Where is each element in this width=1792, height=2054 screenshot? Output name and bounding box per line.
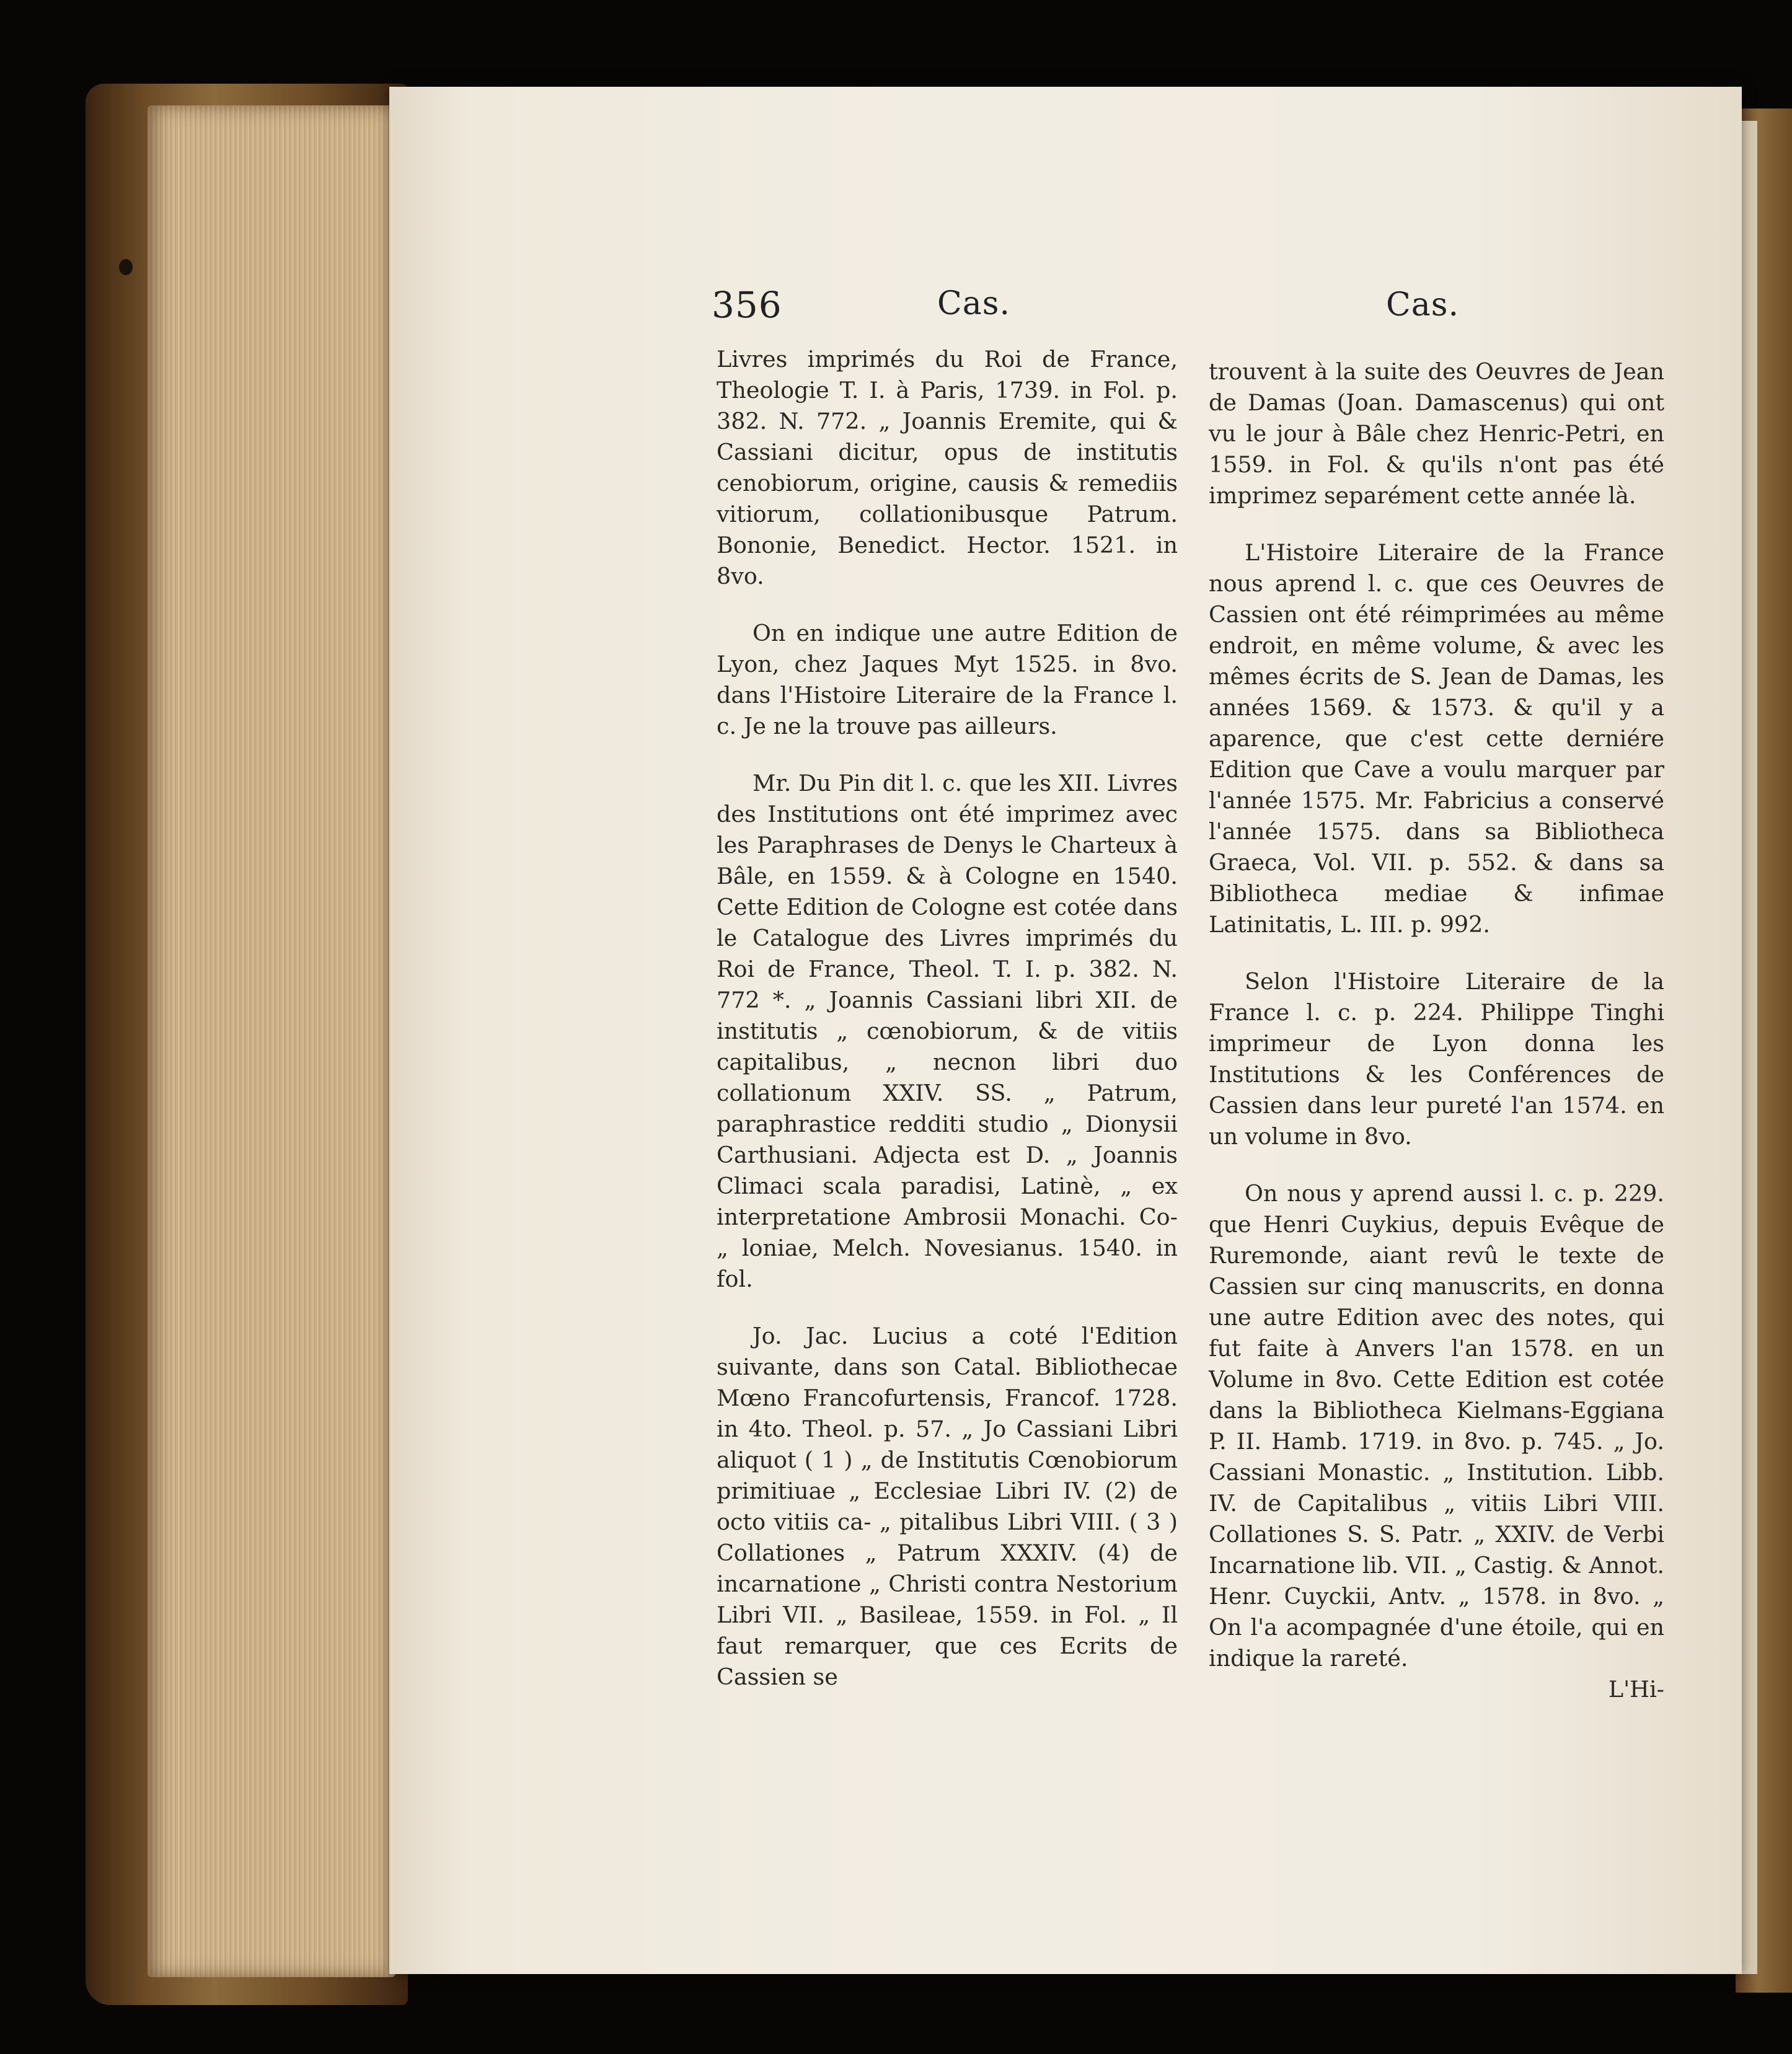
paragraph: Jo. Jac. Lucius a coté l'Edition suivante, dans son Catal. Bibliothecae Mœno Francofurtensis, Francof. 1728. in 4to. Theol. p. 57. „ Jo Cassiani Libri aliquot ( 1 ) „ de Institutis Cœnobiorum primitiuae „ Ecclesiae Libri IV. (2) de octo vitiis ca- „ pitalibus Libri VIII. ( 3 ) Collationes „ Patrum XXXIV. (4) de incarnatione „ Christi contra Nestorium Libri VII. „ Basileae, 1559. in Fol. „ Il faut remarquer, que ces Ecrits de Cassien se (717, 1323, 1178, 1690)
paragraph: Mr. Du Pin dit l. c. que les XII. Livres des Institutions ont été imprimez avec les Paraphrases de Denys le Charteux à Bâle, en 1559. & à Cologne en 1540. Cette Edition de Cologne est cotée dans le Catalogue des Livres imprimés du Roi de France, Theol. T. I. p. 382. N. 772 *. „ Joannis Cassiani libri XII. de institutis „ cœnobiorum, & de vitiis capitalibus, „ necnon libri duo collationum XXIV. SS. „ Patrum, paraphrastice redditi studio „ Dionysii Carthusiani. Adjecta est D. „ Joannis Climaci scala paradisi, Latinè, „ ex interpretatione Ambrosii Monachi. Co- „ loniae, Melch. Novesianus. 1540. in fol. (717, 770, 1178, 1292)
paragraph: Selon l'Histoire Literaire de la France l. c. p. 224. Philippe Tinghi imprimeur de Lyon donna les Institutions & les Conférences de Cassien dans leur pureté l'an 1574. en un volume in 8vo. (1209, 968, 1664, 1150)
page-edges (148, 105, 395, 1977)
paragraph: Livres imprimés du Roi de France, Theologie T. I. à Paris, 1739. in Fol. p. 382. N. 772. „ Joannis Eremite, qui & Cassiani dicitur, opus de institutis cenobiorum, origine, causis & remediis vitiorum, collationibusque Patrum. Bononie, Benedict. Hector. 1521. in 8vo. (717, 346, 1178, 589)
binding-nail (119, 259, 133, 275)
running-head-left: Cas. (937, 285, 1011, 322)
paragraph: trouvent à la suite des Oeuvres de Jean de Damas (Joan. Damascenus) qui ont vu le jour à Bâle chez Henric-Petri, en 1559. in Fol. & qu'ils n'ont pas été imprimez separément cette année là. (1209, 358, 1664, 509)
catchword: L'Hi- (1608, 1676, 1664, 1703)
left-column (717, 344, 1178, 1693)
running-head-right: Cas. (1386, 286, 1460, 324)
paragraph: On en indique une autre Edition de Lyon, chez Jaques Myt 1525. in 8vo. dans l'Histoire Literaire de la France l. c. Je ne la trouve pas ailleurs. (717, 620, 1178, 739)
right-column (1209, 356, 1664, 1705)
paragraph: L'Histoire Literaire de la France nous aprend l. c. que ces Oeuvres de Cassien ont été réimprimées au même endroit, en même volume, & avec les mêmes écrits de S. Jean de Damas, les années 1569. & 1573. & qu'il y a aparence, que c'est cette derniére Edition que Cave a voulu marquer par l'année 1575. Mr. Fabricius a conservé l'année 1575. dans sa Bibliotheca Graeca, Vol. VII. p. 552. & dans sa Bibliotheca mediae & infimae Latinitatis, L. III. p. 992. (1209, 539, 1664, 938)
page-number: 356 (712, 284, 782, 326)
paragraph: On nous y aprend aussi l. c. p. 229. que Henri Cuykius, depuis Evêque de Ruremonde, aiant revû le texte de Cassien sur cinq manuscrits, en donna une autre Edition avec des notes, qui fut faite à Anvers l'an 1578. en un Volume in 8vo. Cette Edition est cotée dans la Bibliotheca Kielmans-Eggiana P. II. Hamb. 1719. in 8vo. p. 745. „ Jo. Cassiani Monastic. „ Institution. Libb. IV. de Capitalibus „ vitiis Libri VIII. Collationes S. S. Patr. „ XXIV. de Verbi Incarnatione lib. VII. „ Castig. & Annot. Henr. Cuyckii, Antv. „ 1578. in 8vo. „ On l'a acompagnée d'une étoile, qui en indique la rareté. (1209, 1180, 1664, 1672)
